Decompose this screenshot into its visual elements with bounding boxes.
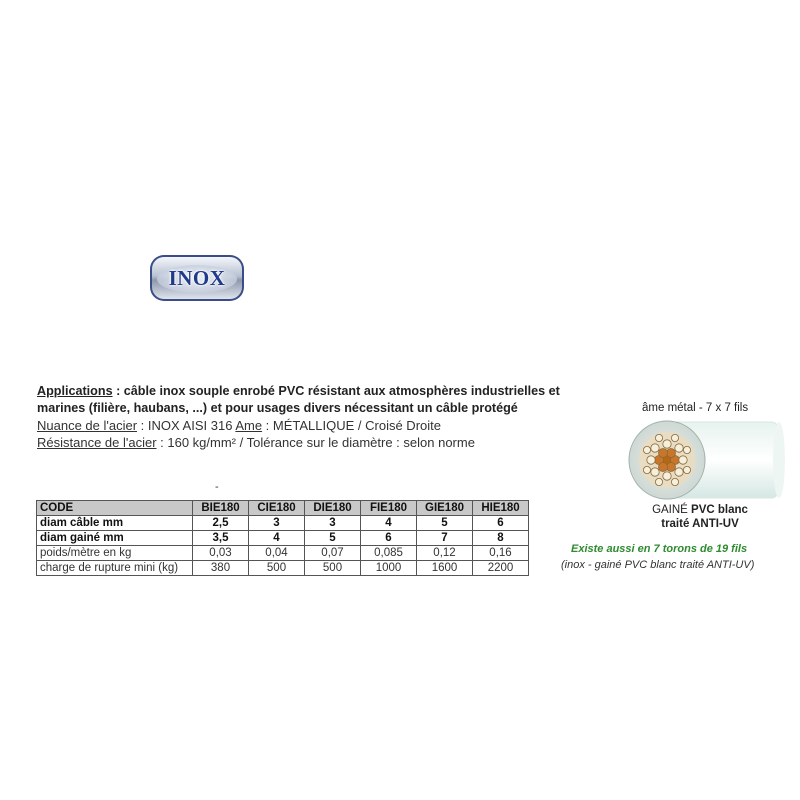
table-cell: 0,085 — [361, 546, 417, 561]
cable-illustration — [627, 418, 787, 509]
cable-core-label: âme métal - 7 x 7 fils — [642, 402, 749, 414]
table-cell: 0,04 — [249, 546, 305, 561]
table-cell: 0,12 — [417, 546, 473, 561]
resistance-line — [37, 434, 577, 451]
table-header-cell: HIE180 — [473, 501, 529, 516]
table-cell: 500 — [249, 561, 305, 576]
sheath-prefix: GAINÉ — [652, 504, 692, 516]
table-row — [37, 516, 529, 531]
applications-label: Applications — [37, 384, 113, 398]
table-cell: diam câble mm — [37, 516, 193, 531]
logo-text: INOX — [168, 265, 226, 290]
sheath-line-1 — [640, 503, 760, 517]
table-header-cell: FIE180 — [361, 501, 417, 516]
spec-table — [36, 500, 529, 576]
ame-value: : MÉTALLIQUE / Croisé Droite — [262, 418, 441, 433]
table-header-cell: CODE — [37, 501, 193, 516]
table-row — [37, 546, 529, 561]
product-description — [37, 383, 577, 451]
nuance-value: : INOX AISI 316 — [137, 418, 236, 433]
table-cell: 3 — [305, 516, 361, 531]
inox-logo — [149, 253, 245, 303]
table-cell: 4 — [249, 531, 305, 546]
table-header-cell: GIE180 — [417, 501, 473, 516]
sheath-treatment: traité ANTI-UV — [661, 518, 739, 530]
sheath-line-2 — [640, 517, 760, 531]
table-cell: 1000 — [361, 561, 417, 576]
sheath-label — [640, 503, 760, 531]
cable-cross-section-icon — [627, 418, 787, 504]
separator-dash: - — [215, 481, 219, 493]
resistance-label: Résistance de l'acier — [37, 435, 157, 450]
table-header-row — [37, 501, 529, 516]
table-cell: 6 — [473, 516, 529, 531]
nuance-line — [37, 417, 577, 434]
table-header-cell: BIE180 — [193, 501, 249, 516]
resistance-value: : 160 kg/mm² / Tolérance sur le diamètre : selon norme — [156, 435, 475, 450]
table-cell: poids/mètre en kg — [37, 546, 193, 561]
table-cell: 500 — [305, 561, 361, 576]
table-cell: 0,03 — [193, 546, 249, 561]
table-cell: diam gainé mm — [37, 531, 193, 546]
table-cell: charge de rupture mini (kg) — [37, 561, 193, 576]
table-cell: 2,5 — [193, 516, 249, 531]
table-cell: 8 — [473, 531, 529, 546]
table-cell: 3 — [249, 516, 305, 531]
variant-note-detail: (inox - gainé PVC blanc traité ANTI-UV) — [561, 559, 755, 571]
table-header-cell: DIE180 — [305, 501, 361, 516]
table-cell: 5 — [417, 516, 473, 531]
sheath-material: PVC blanc — [691, 504, 748, 516]
table-cell: 4 — [361, 516, 417, 531]
table-cell: 0,07 — [305, 546, 361, 561]
table-header-cell: CIE180 — [249, 501, 305, 516]
table-cell: 7 — [417, 531, 473, 546]
table-cell: 380 — [193, 561, 249, 576]
table-cell: 5 — [305, 531, 361, 546]
table-cell: 3,5 — [193, 531, 249, 546]
ame-label: Ame — [235, 418, 263, 433]
applications-text: : câble inox souple enrobé PVC résistant aux atmosphères industrielles et — [112, 384, 560, 398]
table-cell: 2200 — [473, 561, 529, 576]
applications-line-1 — [37, 383, 577, 400]
table-cell: 0,16 — [473, 546, 529, 561]
table-row — [37, 561, 529, 576]
applications-line-2: marines (filière, haubans, ...) et pour usages divers nécessitant un câble protégé — [37, 401, 518, 415]
variant-note: Existe aussi en 7 torons de 19 fils — [571, 543, 748, 555]
nuance-label: Nuance de l'acier — [37, 418, 138, 433]
table-cell: 1600 — [417, 561, 473, 576]
table-row — [37, 531, 529, 546]
table-cell: 6 — [361, 531, 417, 546]
